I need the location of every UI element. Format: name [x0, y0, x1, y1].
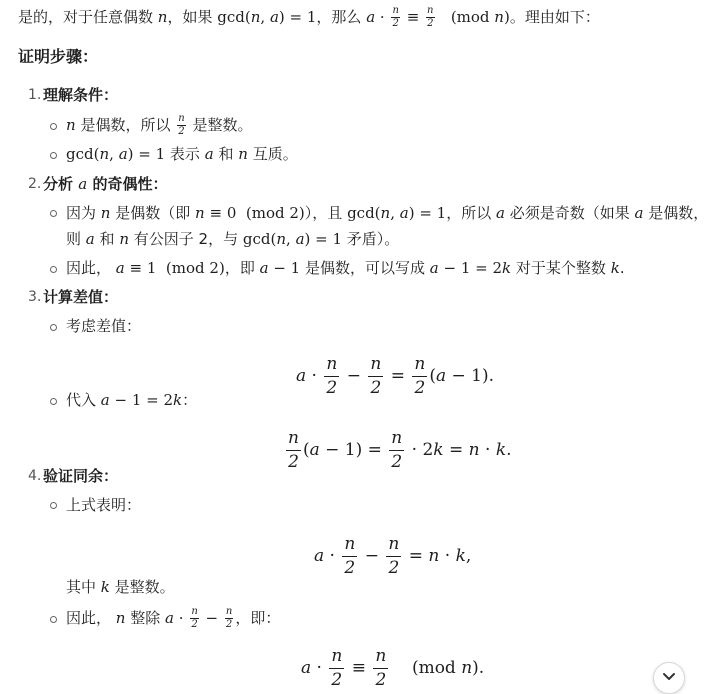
intro-line: 是的，对于任意偶数 n，如果 gcd(n, a) = 1，那么 a · $\frac{n}{2}$ ≡ $\frac{n}{2}$ (mod n)。理由如下：	[18, 5, 600, 29]
bullet-icon	[50, 152, 57, 159]
bullet-icon	[50, 266, 57, 273]
bullet-icon	[50, 123, 57, 130]
list-item: n 是偶数，所以 $\frac{n}{2}$ 是整数。	[66, 113, 253, 137]
bullet-icon	[50, 324, 57, 331]
display-equation: a · $\frac{n}{2}$ − $\frac{n}{2}$ = $\frac{n}{2}$ (a − 1).	[296, 354, 495, 398]
step-title: 验证同余：	[43, 467, 119, 485]
step-title: 分析 a 的奇偶性：	[43, 175, 168, 193]
list-item: 上式表明：	[66, 496, 142, 514]
display-equation: a · $\frac{n}{2}$ ≡ $\frac{n}{2}$ (mod n).	[301, 646, 485, 690]
step-number: 3.	[28, 289, 42, 305]
list-item-continued: 则 a 和 n 有公因子 2，与 gcd(n, a) = 1 矛盾）。	[66, 230, 400, 248]
chevron-down-icon	[662, 672, 676, 682]
list-item: gcd(n, a) = 1 表示 a 和 n 互质。	[66, 145, 298, 163]
proof-heading: 证明步骤：	[18, 47, 99, 66]
scroll-down-button[interactable]	[653, 662, 685, 694]
step-number: 4.	[28, 468, 42, 484]
list-item: 因为 n 是偶数（即 n ≡ 0 (mod 2)），且 gcd(n, a) = 1，所以 a 必须是奇数（如果 a 是偶数，	[66, 204, 708, 222]
list-item: 因此， n 整除 a · $\frac{n}{2}$ − $\frac{n}{2}$ ，即：	[66, 606, 281, 630]
list-item: 考虑差值：	[66, 317, 142, 335]
bullet-icon	[50, 502, 57, 509]
display-equation: a · $\frac{n}{2}$ − $\frac{n}{2}$ = n · k,	[314, 534, 472, 578]
bullet-icon	[50, 210, 57, 217]
list-item: 代入 a − 1 = 2k：	[66, 391, 198, 409]
display-equation: $\frac{n}{2}$ (a − 1) = $\frac{n}{2}$ · 2k = n · k.	[288, 428, 512, 472]
list-item-continued: 其中 k 是整数。	[66, 578, 175, 596]
bullet-icon	[50, 398, 57, 405]
list-item: 因此， a ≡ 1 (mod 2)，即 a − 1 是偶数，可以写成 a − 1 = 2k 对于某个整数 k.	[66, 259, 625, 277]
step-title: 理解条件：	[43, 86, 119, 104]
bullet-icon	[50, 616, 57, 623]
step-number: 2.	[28, 176, 42, 192]
step-title: 计算差值：	[43, 288, 119, 306]
step-number: 1.	[28, 87, 42, 103]
